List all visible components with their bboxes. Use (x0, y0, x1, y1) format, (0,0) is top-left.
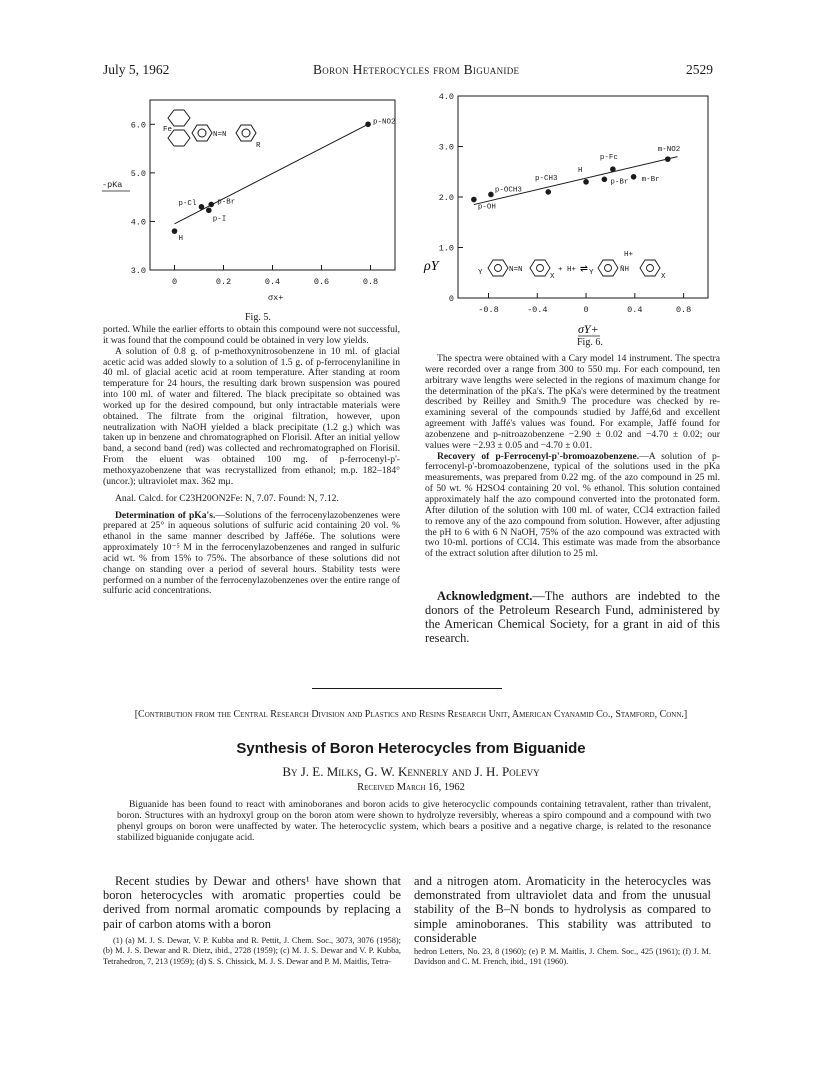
fig6-point (545, 189, 551, 195)
fig5-caption: Fig. 5. (245, 312, 271, 323)
fig5-point-label: p-Br (217, 198, 236, 207)
contribution-line: [Contribution from the Central Research Division and Plastics and Resins Research Unit, American Cyanamid Co., Stamford, Conn.] (134, 709, 688, 720)
left-paragraph-3: Anal. Calcd. for C23H20ON2Fe: N, 7.07. Found: N, 7.12. (115, 492, 339, 504)
fig6-ylabel: ρY (424, 259, 439, 274)
fig6-xtick-label: 0 (583, 305, 589, 315)
page-number: 2529 (686, 62, 713, 77)
article-title: Synthesis of Boron Heterocycles from Biguanide (236, 740, 586, 757)
eq-x2: X (661, 273, 666, 281)
fig6-plot (439, 92, 708, 315)
fig5-xlabel: σx+ (268, 293, 284, 303)
figure-5 (100, 95, 400, 320)
fig5-fit-line (175, 124, 369, 224)
r-label: R (256, 142, 261, 150)
fig6-point (488, 192, 494, 198)
eq-azo: N=N (509, 266, 523, 274)
fig6-point-label: H (578, 166, 583, 175)
fig6-point-label: p-Fc (599, 154, 618, 163)
fig5-frame (150, 100, 395, 270)
header-date: July 5, 1962 (103, 62, 170, 77)
fig6-xlabel: σY+ (578, 322, 599, 336)
fig5-xtick-label: 0 (171, 277, 178, 287)
fig5-xtick-label: 0.6 (313, 277, 330, 287)
fig6-point-label: p-Br (610, 178, 629, 187)
eq-x1: X (550, 273, 555, 281)
fig6-ytick-label: 1.0 (438, 243, 454, 254)
fig6-ytick-label: 2.0 (438, 193, 454, 203)
fig6-ytick-label: 4.0 (438, 92, 454, 102)
fig5-xtick-label: 0.8 (362, 277, 379, 287)
fig5-point (365, 121, 371, 127)
footnote-left: (1) (a) M. J. S. Dewar, V. P. Kubba and R. Pettit, J. Chem. Soc., 3073, 3076 (1958); (b) M. J. S. Dewar and R. Dietz, ibid., 2728 (1959); (c) M. J. S. Dewar and V. P. Kubba, Tetrahedron, 7, 213 (1959); (d) S. S. Chissick, M. J. S. Dewar and P. M. Maitlis, Tetra- (103, 936, 401, 966)
eq-y-right: Y (589, 269, 594, 277)
fig5-point (172, 228, 178, 234)
acknowledgment: Acknowledgment.—The authors are indebted to the donors of the Petroleum Research Fund, administered by the American Chemical Society, for a grant in aid of this research. (425, 589, 720, 645)
fig6-caption: Fig. 6. (577, 337, 603, 348)
fig6-point-label: p-CH3 (534, 174, 558, 183)
eq-hplus: H+ (624, 251, 634, 259)
fig5-point (199, 204, 205, 210)
figure-6 (418, 88, 718, 338)
azo-label: N=N (213, 131, 227, 139)
right-paragraph-2: Recovery of p-Ferrocenyl-p'-bromoazobenzene.—A solution of p-ferrocenyl-p'-bromoazobenzene, typical of the solutions used in the pKa measurements, was prepared from 0.22 mg. of the azo compound in 25 ml. of 50 wt. % H2SO4 containing 20 vol. % ethanol. This solution contained approximately half the azo compound converted into the protonated form. After dilution of the solution with 100 ml. of water, CCl4 extraction failed to remove any of the azo compound from solution. However, after adjusting the pH to 6 with 6 N NaOH, 75% of the azo compound was extracted with two 10-ml. portions of CCl4. This estimate was made from the absorbance of the extract solution after dilution to 25 ml. (425, 450, 720, 560)
body-right: and a nitrogen atom. Aromaticity in the heterocycles was demonstrated from ultraviolet data and from the unusual stability of the B–N bonds to hydrolysis as compared to simple aminoboranes. This stability was attributed to considerable (414, 874, 711, 945)
fig5-point-label: p-NO2 (373, 118, 396, 127)
left-paragraph-2: A solution of 0.8 g. of p-methoxynitrosobenzene in 10 ml. of glacial acetic acid was added slowly to a solution of 1.5 g. of p-ferrocenylaniline in 40 ml. of glacial acetic acid at room temperature. After standing at room temperature for 24 hours, the resulting dark brown suspension was poured into 100 ml. of water and filtered. The black precipitate so obtained was worked up for the desired compound, but only intractable materials were obtained. The filtrate from the original filtration, however, upon neutralization with NaOH yielded a black precipitate (1.2 g.) which was taken up in benzene and chromatographed on Florisil. After an initial yellow band, a second band (red) was collected and rechromatographed on Florisil. From the eluent was obtained 100 mg. of p-ferrocenyl-p'-methoxyazobenzene that was recrystallized from ethanol; m.p. 182–184° (uncor.); ultraviolet max. 362 mμ. (103, 345, 400, 487)
right-column (425, 354, 720, 560)
article-authors: By J. E. Milks, G. W. Kennerly and J. H. Polevy (282, 764, 540, 779)
fig5-ytick-label: 6.0 (130, 120, 146, 131)
fe-label: Fe (163, 126, 173, 134)
fig5-point-label: p-Cl (178, 199, 197, 208)
eq-nh: N̄H (620, 266, 630, 274)
recovery-heading: Recovery of p-Ferrocenyl-p'-bromoazobenzene. (437, 450, 640, 462)
fig5-point (206, 207, 212, 213)
eq-y-left: Y (478, 269, 483, 277)
fig6-point (471, 197, 477, 203)
left-column (103, 325, 400, 597)
left-paragraph-1: ported. While the earlier efforts to obtain this compound were not successful, it was found that the compound could be obtained in very low yields. (103, 324, 400, 346)
running-title: Boron Heterocycles from Biguanide (313, 62, 520, 77)
fig6-point-label: m-Br (641, 175, 660, 184)
fig5-ylabel: -pKa (102, 180, 123, 190)
eq-arrow: ⇌ (580, 261, 588, 276)
fig5-ytick-label: 5.0 (130, 168, 146, 179)
fig6-xtick-label: 0.8 (675, 305, 692, 315)
fig6-point-label: m-NO2 (657, 146, 681, 155)
ack-heading: Acknowledgment. (437, 589, 533, 603)
fig6-point (631, 174, 637, 180)
fig6-point-label: p-OCH3 (494, 186, 522, 195)
fig6-xtick-label: -0.8 (478, 305, 499, 315)
fig5-point (208, 202, 214, 208)
footnote-right: hedron Letters, No. 23, 8 (1960); (e) P. M. Maitlis, J. Chem. Soc., 425 (1961); (f) J. M. Davidson and C. M. French, ibid., 191 (1960). (414, 947, 711, 967)
fig5-structure (168, 110, 256, 146)
fig6-xtick-label: -0.4 (527, 305, 548, 315)
body-left: Recent studies by Dewar and others¹ have shown that boron heterocycles with aromatic properties could be derived from normal aromatic compounds by replacing a pair of carbon atoms with a boron (103, 874, 401, 931)
fig6-point-label: p-OH (477, 203, 496, 212)
pka-heading: Determination of pKa's. (115, 509, 216, 521)
received-date: Received March 16, 1962 (357, 782, 465, 793)
left-paragraph-4: Determination of pKa's.—Solutions of the ferrocenylazobenzenes were prepared at 25° in aqueous solutions of sulfuric acid containing 20 vol. % ethanol in the same manner described by Jaffé6e. The solutions were approximately 10⁻⁵ M in the ferrocenylazobenzenes and ranged in sulfuric acid wt. % from 15% to 75%. The absorbance of these solutions did not change on standing over a period of several hours. Stability tests were performed on a number of the ferrocenylazobenzenes over the entire range of sulfuric acid concentrations. (103, 509, 400, 597)
fig6-ytick-label: 3.0 (438, 142, 454, 153)
fig5-xtick-label: 0.2 (215, 277, 232, 287)
fig5-xtick-label: 0.4 (264, 277, 281, 287)
fig5-ytick-label: 4.0 (130, 217, 146, 228)
fig6-xtick-label: 0.4 (627, 305, 643, 315)
abstract: Biguanide has been found to react with aminoboranes and boron acids to give heterocyclic compounds containing tetravalent, rather than trivalent, boron. Structures with an hydroxyl group on the boron atom were shown to hydrolyze reversibly, whereas a spiro compound and a compound with two phenyl groups on boron were unaffected by water. The heterocyclic system, which bears a positive and a negative charge, is related to the resonance stabilized biguanide conjugate acid. (117, 799, 711, 843)
fig5-point-label: H (178, 235, 184, 244)
fig6-point (602, 177, 608, 183)
fig6-point (583, 179, 589, 185)
fig6-point (665, 156, 671, 162)
fig5-point-label: p-I (212, 215, 227, 224)
fig6-point (610, 166, 616, 172)
fig6-ytick-label: 0 (448, 294, 454, 304)
right-paragraph-1: The spectra were obtained with a Cary model 14 instrument. The spectra were recorded over a range from 300 to 550 mμ. For each compound, ten arbitrary wave lengths were selected in the regions of maximum change for the determination of the pKa's. The pKa's were determined by the treatment described by Reilley and Smith.9 The procedure was checked by re-examining several of the compounds studied by Jaffé,6d and excellent agreement with Jaffé's values was found. For example, Jaffé found for azobenzene and p-nitroazobenzene −2.90 ± 0.02 and −4.70 ± 0.02; our values were −2.93 ± 0.05 and −4.70 ± 0.01. (425, 353, 720, 451)
eq-plus: + H+ (558, 266, 577, 274)
fig5-ytick-label: 3.0 (130, 266, 146, 276)
section-divider (312, 688, 502, 689)
